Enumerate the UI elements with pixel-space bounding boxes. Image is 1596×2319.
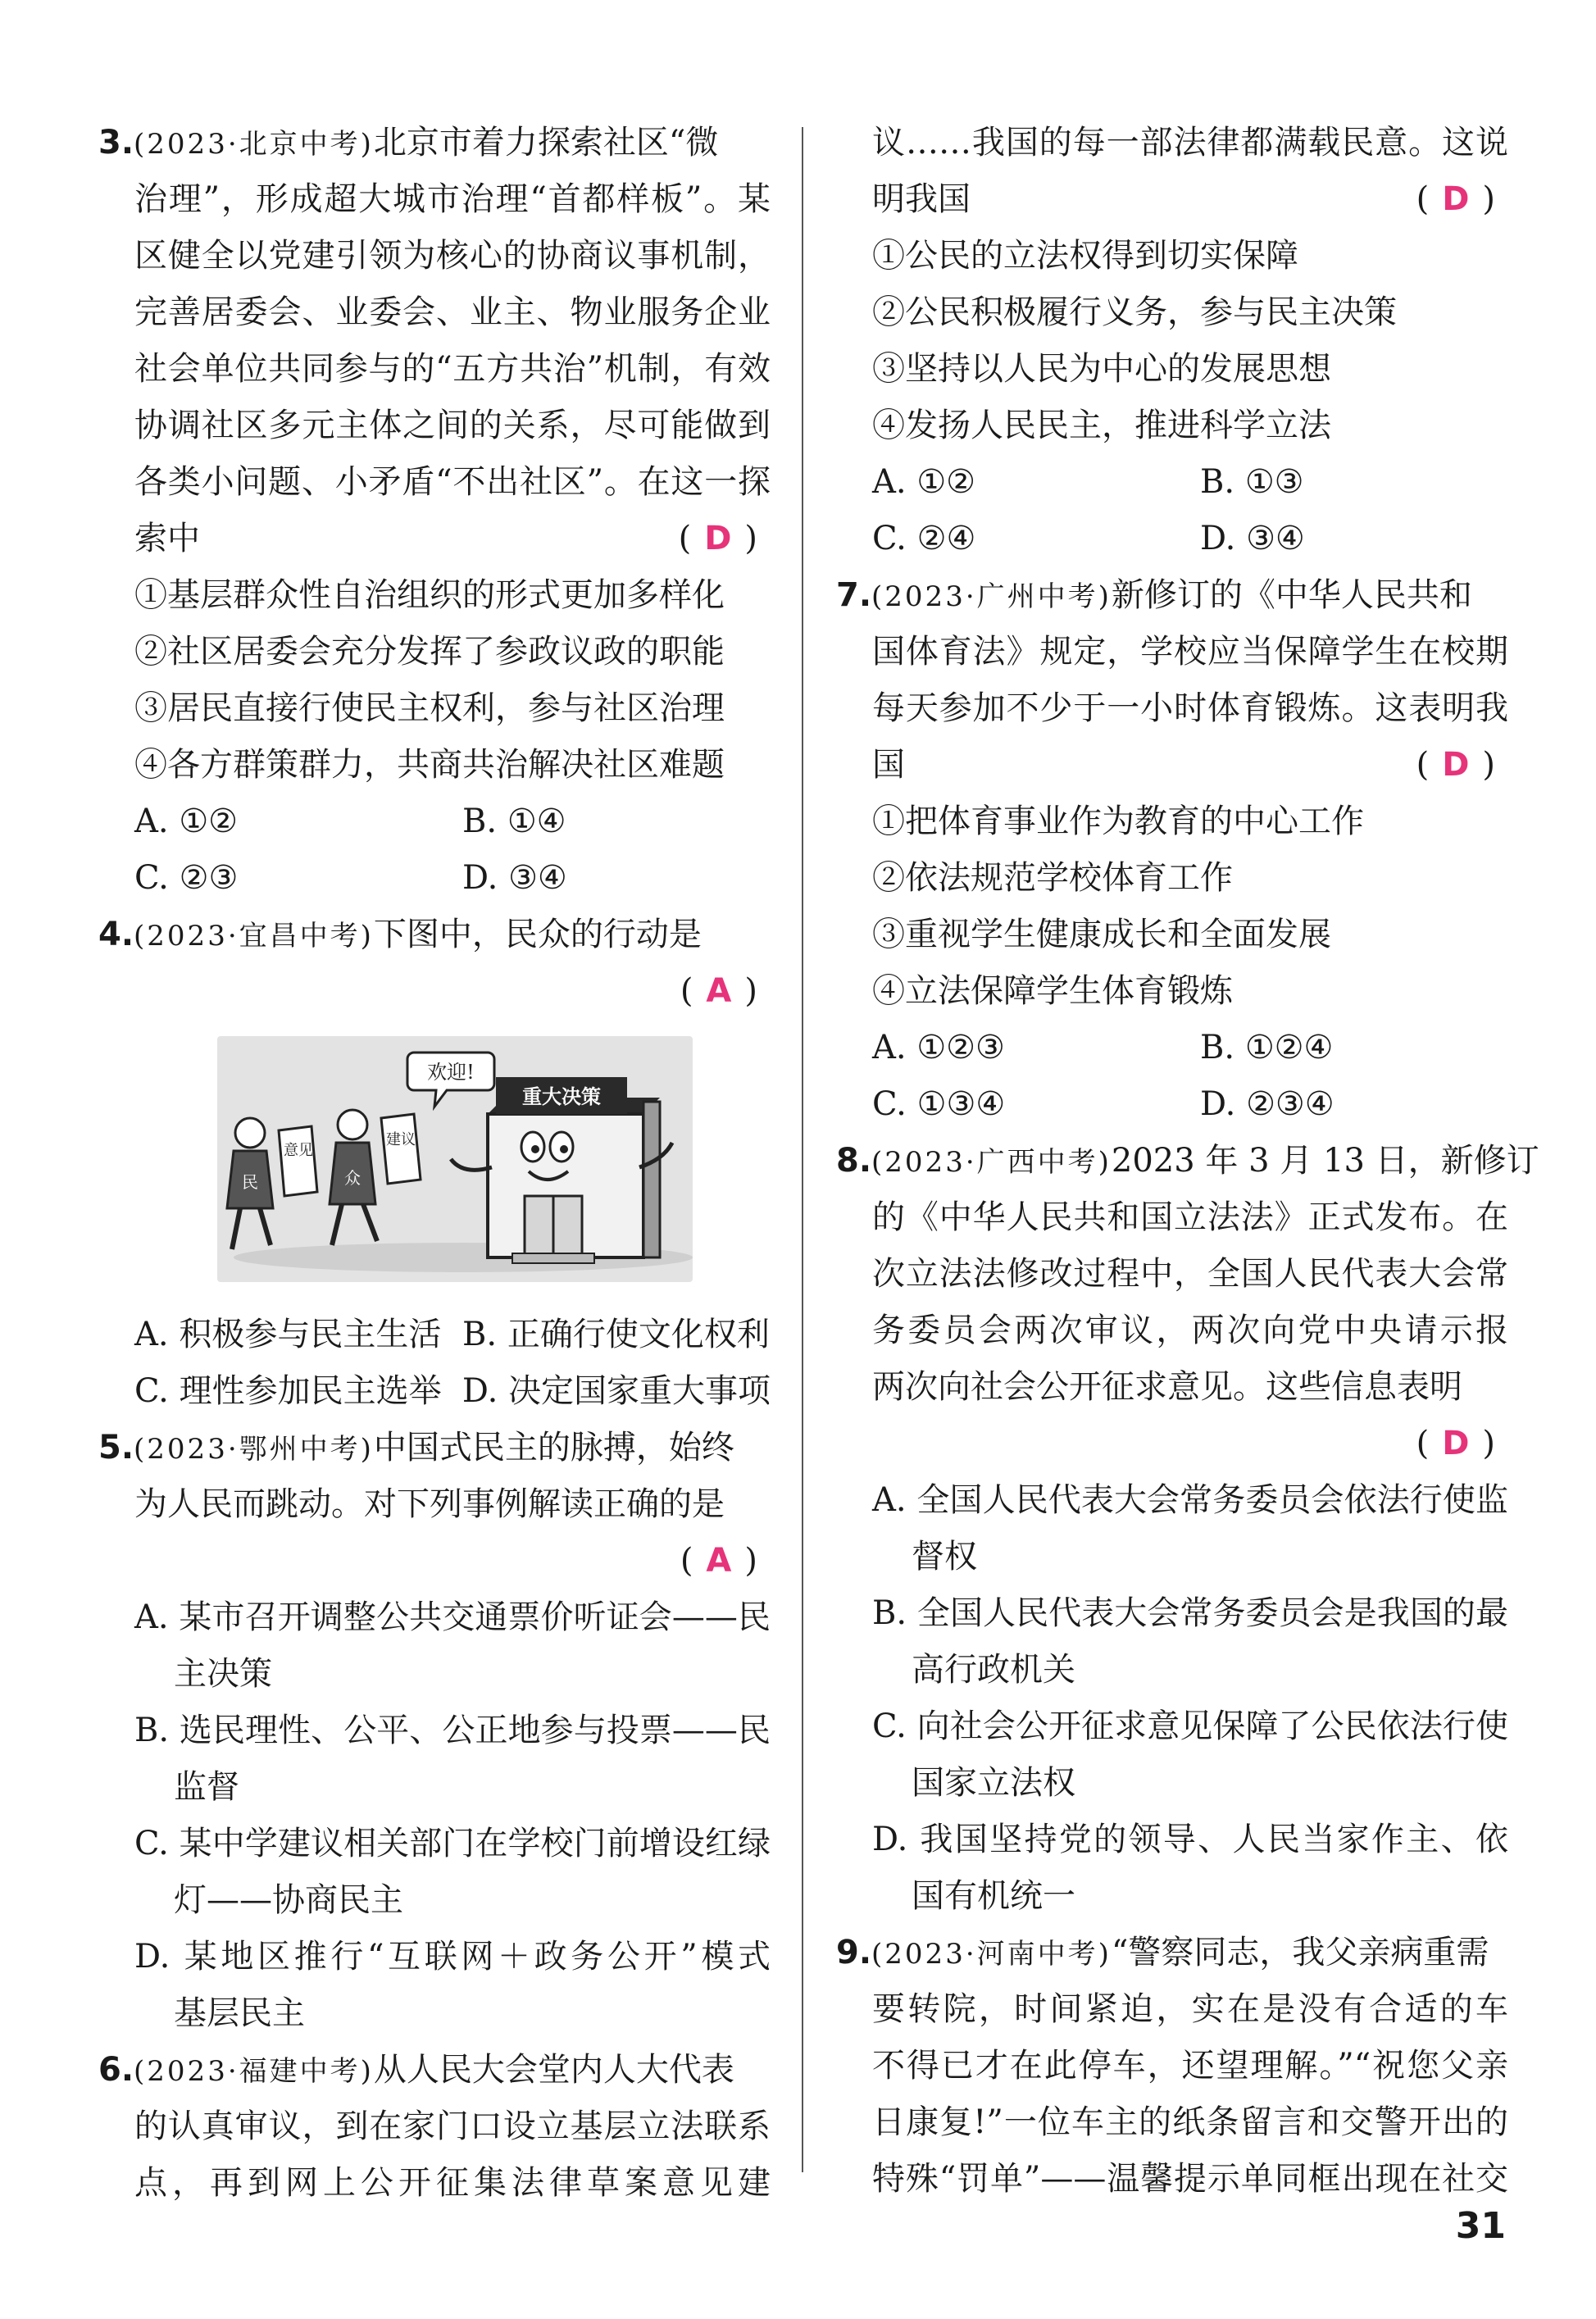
option-b: B. 正确行使文化权利 — [462, 1316, 770, 1353]
q8-answer-line — [836, 1416, 1508, 1472]
question-source: (2023·河南中考) — [871, 1938, 1112, 1971]
option-d: D. 决定国家重大事项 — [462, 1372, 771, 1410]
answer-value: D — [1442, 1425, 1483, 1462]
option-c: C. ②③ — [134, 859, 239, 897]
question-number: 7. — [836, 576, 872, 614]
question-stem: 点，再到网上公开征集法律草案意见建 — [134, 2164, 771, 2202]
roof-sign: 重大决策 — [522, 1085, 601, 1108]
answer-bracket: (D) — [1416, 1425, 1508, 1462]
option-b: B. 全国人民代表大会常务委员会是我国的最 — [872, 1594, 1508, 1632]
question-stem: 次立法法修改过程中，全国人民代表大会常 — [872, 1255, 1508, 1293]
question-stem: 各类小问题、小矛盾“不出社区”。在这一探 — [134, 463, 771, 501]
paper-text: 意见 — [284, 1142, 313, 1159]
option-c: C. 理性参加民主选举 — [134, 1372, 442, 1410]
option-d: D. ③④ — [1200, 520, 1305, 557]
option-a: A. 某市召开调整公共交通票价听证会——民 — [134, 1598, 771, 1636]
answer-value: D — [1442, 746, 1483, 784]
option-a: A. ①② — [872, 463, 976, 501]
question-stem: “警察同志，我父亲病重需 — [1111, 1934, 1489, 1971]
question-6-continued — [836, 115, 1508, 567]
question-number: 5. — [98, 1429, 134, 1466]
options-row — [98, 1363, 771, 1420]
question-stem: 新修订的《中华人民共和 — [1111, 576, 1472, 614]
statement-item: ④发扬人民民主，推进科学立法 — [872, 407, 1331, 444]
option-b: B. ①④ — [462, 803, 566, 840]
question-3 — [98, 115, 771, 907]
question-stem: 两次向社会公开征求意见。这些信息表明 — [872, 1368, 1462, 1406]
question-stem: 国体育法》规定，学校应当保障学生在校期 — [872, 633, 1508, 671]
q3-line-0 — [98, 115, 771, 171]
person-right-icon — [330, 1110, 377, 1245]
question-number: 8. — [836, 1142, 872, 1180]
person-left-icon — [227, 1118, 273, 1249]
option-a: A. 积极参与民主生活 — [134, 1316, 442, 1353]
paper-left — [279, 1126, 317, 1196]
question-stem: 议……我国的每一部法律都满载民意。这说 — [872, 124, 1508, 161]
question-stem: 索中 — [134, 520, 200, 557]
options-row — [98, 793, 771, 850]
options-row — [836, 1076, 1508, 1133]
question-stem: 国 — [872, 746, 905, 784]
option-b: B. ①③ — [1200, 463, 1304, 501]
question-stem: 区健全以党建引领为核心的协商议事机制， — [134, 237, 771, 275]
bubble-text: 欢迎! — [427, 1061, 475, 1084]
q7-line-0 — [836, 567, 1508, 624]
statement-item: ④立法保障学生体育锻炼 — [872, 972, 1233, 1010]
question-source: (2023·宜昌中考) — [134, 920, 374, 953]
question-source: (2023·福建中考) — [134, 2055, 374, 2088]
question-stem: 的《中华人民共和国立法法》正式发布。在 — [872, 1198, 1508, 1236]
question-stem: 每天参加不少于一小时体育锻炼。这表明我 — [872, 689, 1508, 727]
question-source: (2023·鄂州中考) — [134, 1433, 374, 1466]
question-stem: 北京市着力探索社区“微 — [373, 124, 719, 161]
question-stem: 日康复!”一位车主的纸条留言和交警开出的 — [872, 2103, 1508, 2141]
statement-item: ④各方群策群力，共商共治解决社区难题 — [134, 746, 725, 784]
q4-answer-line — [98, 963, 771, 1020]
question-source: (2023·北京中考) — [134, 128, 374, 161]
question-stem: 下图中，民众的行动是 — [373, 916, 702, 953]
answer-bracket: (D) — [678, 520, 771, 557]
question-number: 9. — [836, 1934, 872, 1971]
right-column — [836, 115, 1539, 2208]
option-a: A. ①②③ — [872, 1029, 1005, 1066]
answer-value: D — [704, 520, 745, 557]
question-stem: 明我国 — [872, 180, 971, 218]
option-d: D. ③④ — [462, 859, 567, 897]
question-stem: 协调社区多元主体之间的关系，尽可能做到 — [134, 407, 771, 444]
answer-value: A — [706, 972, 745, 1010]
question-stem: 2023 年 3 月 13 日，新修订 — [1111, 1142, 1539, 1180]
option-a: A. 全国人民代表大会常务委员会依法行使监 — [872, 1481, 1508, 1519]
answer-bracket: (A) — [680, 1542, 771, 1580]
statement-item: ①公民的立法权得到切实保障 — [872, 237, 1298, 275]
option-c: C. 某中学建议相关部门在学校门前增设红绿 — [134, 1825, 771, 1862]
answer-value: A — [706, 1542, 745, 1580]
q5-answer-line — [98, 1533, 771, 1589]
option-d: D. ②③④ — [1200, 1085, 1335, 1123]
answer-value: D — [1442, 180, 1483, 218]
question-stem: 社会单位共同参与的“五方共治”机制，有效 — [134, 350, 771, 388]
option-a: A. ①② — [134, 803, 239, 840]
q8-line-0 — [836, 1133, 1539, 1189]
q3-answer-line — [98, 511, 771, 567]
answer-bracket: (A) — [680, 972, 771, 1010]
paper-right — [381, 1114, 421, 1184]
page-number: 31 — [1455, 2205, 1506, 2247]
q4-line-0 — [98, 907, 771, 963]
question-source: (2023·广西中考) — [871, 1146, 1112, 1179]
option-d-cont: 国有机统一 — [912, 1877, 1075, 1915]
person-label: 众 — [344, 1168, 361, 1188]
option-d: D. 某地区推行“互联网＋政务公开”模式 — [134, 1938, 771, 1976]
option-c-cont: 灯——协商民主 — [174, 1881, 403, 1919]
option-a-cont: 督权 — [912, 1538, 977, 1576]
option-c: C. ①③④ — [872, 1085, 1006, 1123]
question-number: 4. — [98, 916, 134, 953]
statement-item: ③居民直接行使民主权利，参与社区治理 — [134, 689, 725, 727]
cartoon-illustration — [217, 1036, 693, 1282]
question-6 — [98, 2042, 771, 2212]
speech-bubble — [407, 1053, 494, 1107]
building-icon — [451, 1077, 672, 1263]
statement-item: ②公民积极履行义务，参与民主决策 — [872, 293, 1397, 331]
option-c-cont: 国家立法权 — [912, 1764, 1075, 1802]
answer-bracket: (D) — [1416, 180, 1508, 218]
q7-answer-line — [836, 737, 1508, 793]
option-b: B. ①②④ — [1200, 1029, 1334, 1066]
question-4 — [98, 907, 771, 1420]
question-9 — [836, 1925, 1508, 2208]
question-stem: 务委员会两次审议，两次向党中央请示报 — [872, 1312, 1508, 1349]
q6-answer-line — [836, 171, 1508, 228]
statement-item: ②社区居委会充分发挥了参政议政的职能 — [134, 633, 725, 671]
question-stem: 治理”，形成超大城市治理“首都样板”。某 — [134, 180, 771, 218]
statement-item: ③重视学生健康成长和全面发展 — [872, 916, 1331, 953]
question-8 — [836, 1133, 1539, 1925]
options-row — [836, 511, 1508, 567]
question-number: 6. — [98, 2051, 134, 2089]
option-d-cont: 基层民主 — [174, 1994, 305, 2032]
question-7 — [836, 567, 1508, 1133]
option-c: C. ②④ — [872, 520, 976, 557]
question-stem: 要转院，时间紧迫，实在是没有合适的车 — [872, 1990, 1508, 2028]
question-number: 3. — [98, 124, 134, 161]
question-stem: 为人民而跳动。对下列事例解读正确的是 — [134, 1485, 725, 1523]
column-divider — [802, 127, 803, 2172]
options-row — [98, 1307, 771, 1363]
question-5 — [98, 1420, 771, 2042]
q5-line-0 — [98, 1420, 771, 1476]
options-row — [836, 1020, 1508, 1076]
answer-bracket: (D) — [1416, 746, 1508, 784]
q9-line-0 — [836, 1925, 1508, 1981]
options-row — [98, 850, 771, 907]
statement-item: ③坚持以人民为中心的发展思想 — [872, 350, 1331, 388]
option-b-cont: 高行政机关 — [912, 1651, 1075, 1689]
option-b: B. 选民理性、公平、公正地参与投票——民 — [134, 1712, 771, 1749]
question-stem: 不得已才在此停车，还望理解。”“祝您父亲 — [872, 2047, 1508, 2085]
option-b-cont: 监督 — [174, 1768, 239, 1806]
person-label: 民 — [242, 1172, 258, 1192]
option-a-cont: 主决策 — [174, 1655, 272, 1693]
options-row — [836, 454, 1508, 511]
question-stem: 完善居委会、业委会、业主、物业服务企业 — [134, 293, 771, 331]
paper-text: 建议 — [386, 1131, 416, 1148]
question-stem: 从人民大会堂内人大代表 — [373, 2051, 734, 2089]
option-d: D. 我国坚持党的领导、人民当家作主、依 — [872, 1821, 1508, 1858]
question-stem: 中国式民主的脉搏，始终 — [373, 1429, 734, 1466]
statement-item: ①把体育事业作为教育的中心工作 — [872, 803, 1364, 840]
statement-item: ②依法规范学校体育工作 — [872, 859, 1233, 897]
question-stem: 特殊“罚单”——温馨提示单同框出现在社交 — [872, 2160, 1508, 2198]
statement-item: ①基层群众性自治组织的形式更加多样化 — [134, 576, 725, 614]
question-source: (2023·广州中考) — [871, 580, 1112, 613]
option-c: C. 向社会公开征求意见保障了公民依法行使 — [872, 1707, 1508, 1745]
q6-line-0 — [98, 2042, 771, 2098]
cartoon-figure — [217, 1036, 693, 1282]
question-stem: 的认真审议，到在家门口设立基层立法联系 — [134, 2108, 771, 2145]
left-column — [98, 115, 771, 2212]
